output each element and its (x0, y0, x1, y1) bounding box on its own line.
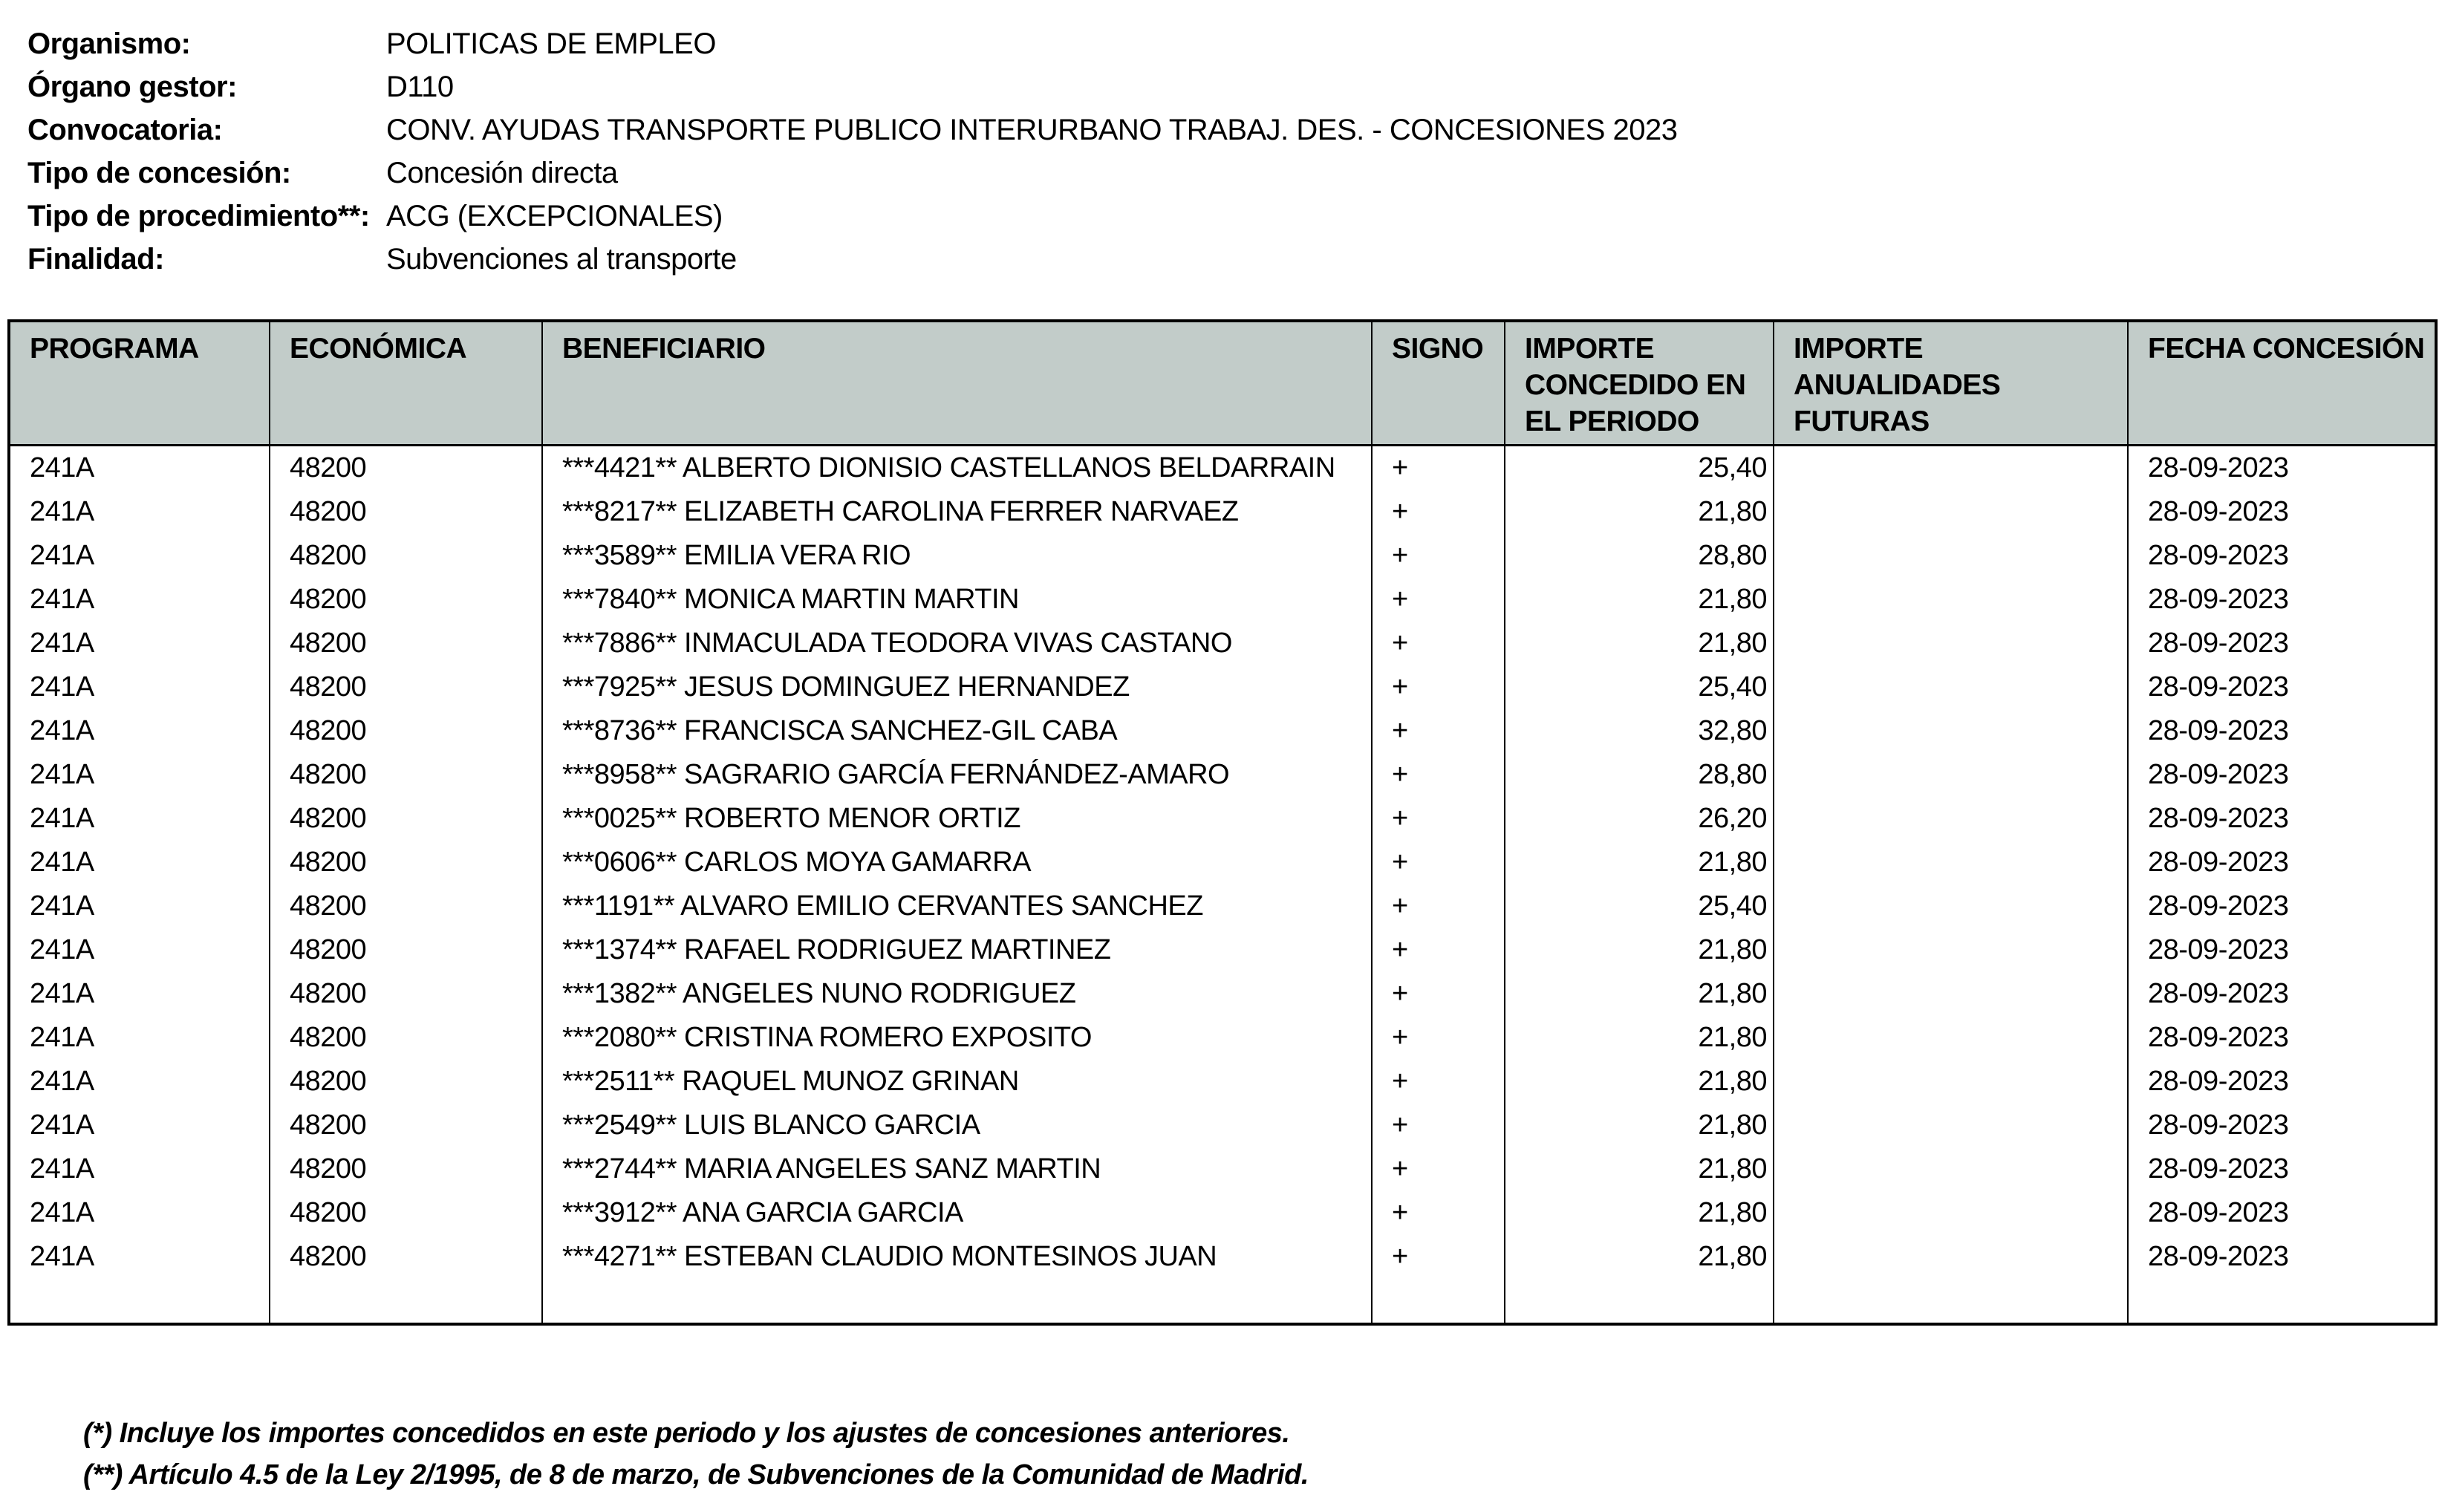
cell-beneficiario: ***7886** INMACULADA TEODORA VIVAS CASTANO (542, 622, 1372, 665)
cell-fecha-concesion: 28-09-2023 (2128, 709, 2436, 753)
cell-fecha-concesion: 28-09-2023 (2128, 1191, 2436, 1235)
filler-cell (1505, 1279, 1774, 1324)
cell-importe-anualidades (1774, 665, 2128, 709)
table-row (9, 928, 2436, 972)
cell-beneficiario: ***4271** ESTEBAN CLAUDIO MONTESINOS JUAN (542, 1235, 1372, 1279)
cell-importe-concedido: 26,20 (1505, 797, 1774, 841)
cell-signo: + (1372, 797, 1505, 841)
cell-fecha-concesion: 28-09-2023 (2128, 928, 2436, 972)
cell-beneficiario: ***8217** ELIZABETH CAROLINA FERRER NARVAEZ (542, 490, 1372, 534)
finalidad-label: Finalidad: (27, 243, 164, 276)
cell-importe-concedido: 25,40 (1505, 884, 1774, 928)
cell-importe-concedido: 21,80 (1505, 1147, 1774, 1191)
cell-fecha-concesion: 28-09-2023 (2128, 753, 2436, 797)
cell-programa: 241A (30, 978, 94, 1009)
tipo-procedimiento-label: Tipo de procedimiento**: (27, 200, 370, 232)
filler-cell (270, 1279, 542, 1324)
table-row (9, 884, 2436, 928)
cell-importe-concedido: 25,40 (1505, 446, 1774, 491)
header-importe-anualidades: IMPORTE ANUALIDADES FUTURAS (1774, 321, 2128, 446)
cell-signo: + (1372, 578, 1505, 622)
cell-programa: 241A (30, 496, 94, 527)
organo-gestor-value: D110 (386, 71, 454, 103)
tipo-concesion-label: Tipo de concesión: (27, 157, 291, 189)
table-row (9, 841, 2436, 884)
cell-importe-concedido: 21,80 (1505, 928, 1774, 972)
cell-signo: + (1372, 928, 1505, 972)
table-row (9, 1060, 2436, 1104)
table-row (9, 534, 2436, 578)
cell-beneficiario: ***7840** MONICA MARTIN MARTIN (542, 578, 1372, 622)
table-row (9, 1016, 2436, 1060)
cell-importe-anualidades (1774, 928, 2128, 972)
cell-programa: 241A (30, 1241, 94, 1272)
cell-fecha-concesion: 28-09-2023 (2128, 622, 2436, 665)
cell-beneficiario: ***1374** RAFAEL RODRIGUEZ MARTINEZ (542, 928, 1372, 972)
cell-signo: + (1372, 1191, 1505, 1235)
cell-programa: 241A (30, 715, 94, 746)
cell-importe-anualidades (1774, 490, 2128, 534)
cell-fecha-concesion: 28-09-2023 (2128, 1060, 2436, 1104)
cell-economica: 48200 (270, 753, 542, 797)
cell-importe-anualidades (1774, 534, 2128, 578)
cell-importe-anualidades (1774, 797, 2128, 841)
cell-programa: 241A (30, 1197, 94, 1228)
cell-importe-concedido: 21,80 (1505, 841, 1774, 884)
cell-programa: 241A (30, 452, 94, 483)
cell-programa: 241A (30, 934, 94, 965)
cell-fecha-concesion: 28-09-2023 (2128, 841, 2436, 884)
cell-importe-concedido: 25,40 (1505, 665, 1774, 709)
cell-importe-anualidades (1774, 1016, 2128, 1060)
cell-importe-anualidades (1774, 1191, 2128, 1235)
footnote-double-asterisk: (**) Artículo 4.5 de la Ley 2/1995, de 8 de marzo, de Subvenciones de la Comunidad de Madrid. (83, 1459, 1309, 1490)
cell-importe-anualidades (1774, 1235, 2128, 1279)
cell-fecha-concesion: 28-09-2023 (2128, 797, 2436, 841)
cell-economica: 48200 (270, 1235, 542, 1279)
cell-programa: 241A (30, 803, 94, 834)
cell-signo: + (1372, 753, 1505, 797)
header-programa: PROGRAMA (9, 321, 270, 446)
table-row (9, 1235, 2436, 1279)
cell-importe-anualidades (1774, 884, 2128, 928)
filler-cell (9, 1279, 270, 1324)
cell-fecha-concesion: 28-09-2023 (2128, 490, 2436, 534)
metadata-row-finalidad (27, 238, 1678, 281)
cell-programa: 241A (30, 540, 94, 571)
cell-economica: 48200 (270, 928, 542, 972)
cell-economica: 48200 (270, 797, 542, 841)
cell-beneficiario: ***0025** ROBERTO MENOR ORTIZ (542, 797, 1372, 841)
cell-fecha-concesion: 28-09-2023 (2128, 1104, 2436, 1147)
table-row (9, 972, 2436, 1016)
header-beneficiario: BENEFICIARIO (542, 321, 1372, 446)
cell-importe-anualidades (1774, 578, 2128, 622)
cell-economica: 48200 (270, 972, 542, 1016)
cell-economica: 48200 (270, 1016, 542, 1060)
cell-importe-concedido: 32,80 (1505, 709, 1774, 753)
cell-importe-concedido: 21,80 (1505, 1104, 1774, 1147)
cell-signo: + (1372, 709, 1505, 753)
header-signo: SIGNO (1372, 321, 1505, 446)
cell-programa: 241A (30, 1066, 94, 1097)
metadata-row-organo-gestor (27, 65, 1678, 108)
cell-programa: 241A (30, 1109, 94, 1141)
cell-importe-concedido: 21,80 (1505, 1191, 1774, 1235)
cell-importe-concedido: 21,80 (1505, 972, 1774, 1016)
cell-importe-concedido: 28,80 (1505, 534, 1774, 578)
cell-programa: 241A (30, 628, 94, 659)
table-body (9, 446, 2436, 1325)
table-row (9, 797, 2436, 841)
cell-fecha-concesion: 28-09-2023 (2128, 578, 2436, 622)
filler-cell (2128, 1279, 2436, 1324)
cell-programa: 241A (30, 759, 94, 790)
cell-economica: 48200 (270, 1191, 542, 1235)
cell-economica: 48200 (270, 1104, 542, 1147)
cell-economica: 48200 (270, 578, 542, 622)
cell-importe-anualidades (1774, 1104, 2128, 1147)
cell-programa: 241A (30, 584, 94, 615)
cell-signo: + (1372, 1060, 1505, 1104)
cell-signo: + (1372, 534, 1505, 578)
cell-signo: + (1372, 1016, 1505, 1060)
cell-importe-anualidades (1774, 1147, 2128, 1191)
cell-beneficiario: ***2511** RAQUEL MUNOZ GRINAN (542, 1060, 1372, 1104)
cell-economica: 48200 (270, 446, 542, 491)
cell-fecha-concesion: 28-09-2023 (2128, 1147, 2436, 1191)
cell-signo: + (1372, 1235, 1505, 1279)
cell-signo: + (1372, 972, 1505, 1016)
cell-economica: 48200 (270, 490, 542, 534)
cell-programa: 241A (30, 847, 94, 878)
cell-importe-concedido: 21,80 (1505, 622, 1774, 665)
cell-signo: + (1372, 884, 1505, 928)
cell-fecha-concesion: 28-09-2023 (2128, 884, 2436, 928)
cell-fecha-concesion: 28-09-2023 (2128, 665, 2436, 709)
metadata-row-convocatoria (27, 108, 1678, 151)
cell-importe-anualidades (1774, 709, 2128, 753)
header-importe-concedido: IMPORTE CONCEDIDO EN EL PERIODO (1505, 321, 1774, 446)
table-row (9, 709, 2436, 753)
cell-importe-concedido: 21,80 (1505, 490, 1774, 534)
cell-importe-anualidades (1774, 446, 2128, 491)
cell-fecha-concesion: 28-09-2023 (2128, 446, 2436, 491)
table-header-row (9, 321, 2436, 446)
cell-fecha-concesion: 28-09-2023 (2128, 534, 2436, 578)
convocatoria-label: Convocatoria: (27, 114, 223, 146)
footnotes-block (83, 1412, 1309, 1496)
cell-signo: + (1372, 1147, 1505, 1191)
cell-beneficiario: ***7925** JESUS DOMINGUEZ HERNANDEZ (542, 665, 1372, 709)
cell-importe-concedido: 21,80 (1505, 578, 1774, 622)
cell-fecha-concesion: 28-09-2023 (2128, 972, 2436, 1016)
cell-beneficiario: ***1382** ANGELES NUNO RODRIGUEZ (542, 972, 1372, 1016)
header-fecha-concesion: FECHA CONCESIÓN (2128, 321, 2436, 446)
organismo-label: Organismo: (27, 27, 191, 60)
cell-programa: 241A (30, 1022, 94, 1053)
filler-cell (1372, 1279, 1505, 1324)
cell-signo: + (1372, 841, 1505, 884)
table-row (9, 753, 2436, 797)
cell-economica: 48200 (270, 534, 542, 578)
cell-beneficiario: ***8958** SAGRARIO GARCÍA FERNÁNDEZ-AMARO (542, 753, 1372, 797)
cell-economica: 48200 (270, 709, 542, 753)
cell-beneficiario: ***1191** ALVARO EMILIO CERVANTES SANCHEZ (542, 884, 1372, 928)
table-row (9, 1147, 2436, 1191)
organismo-value: POLITICAS DE EMPLEO (386, 27, 716, 60)
cell-economica: 48200 (270, 841, 542, 884)
cell-economica: 48200 (270, 884, 542, 928)
cell-importe-concedido: 21,80 (1505, 1016, 1774, 1060)
concessions-table (7, 319, 2438, 1326)
cell-signo: + (1372, 446, 1505, 491)
cell-importe-concedido: 21,80 (1505, 1235, 1774, 1279)
tipo-concesion-value: Concesión directa (386, 157, 618, 189)
filler-cell (542, 1279, 1372, 1324)
convocatoria-value: CONV. AYUDAS TRANSPORTE PUBLICO INTERURBANO TRABAJ. DES. - CONCESIONES 2023 (386, 114, 1678, 146)
metadata-row-organismo (27, 22, 1678, 65)
table-row (9, 446, 2436, 491)
cell-signo: + (1372, 1104, 1505, 1147)
organo-gestor-label: Órgano gestor: (27, 71, 237, 103)
cell-beneficiario: ***2549** LUIS BLANCO GARCIA (542, 1104, 1372, 1147)
table-filler-row (9, 1279, 2436, 1324)
cell-economica: 48200 (270, 1147, 542, 1191)
cell-beneficiario: ***3912** ANA GARCIA GARCIA (542, 1191, 1372, 1235)
cell-signo: + (1372, 665, 1505, 709)
footnote-asterisk: (*) Incluye los importes concedidos en este periodo y los ajustes de concesiones anteriores. (83, 1418, 1290, 1449)
table-row (9, 1191, 2436, 1235)
cell-beneficiario: ***8736** FRANCISCA SANCHEZ-GIL CABA (542, 709, 1372, 753)
cell-programa: 241A (30, 671, 94, 703)
cell-beneficiario: ***2080** CRISTINA ROMERO EXPOSITO (542, 1016, 1372, 1060)
metadata-row-tipo-procedimiento (27, 195, 1678, 238)
cell-importe-anualidades (1774, 972, 2128, 1016)
table-row (9, 578, 2436, 622)
table-row (9, 1104, 2436, 1147)
cell-beneficiario: ***4421** ALBERTO DIONISIO CASTELLANOS BELDARRAIN (542, 446, 1372, 491)
cell-fecha-concesion: 28-09-2023 (2128, 1016, 2436, 1060)
cell-signo: + (1372, 622, 1505, 665)
table-row (9, 622, 2436, 665)
finalidad-value: Subvenciones al transporte (386, 243, 737, 276)
cell-economica: 48200 (270, 622, 542, 665)
cell-beneficiario: ***0606** CARLOS MOYA GAMARRA (542, 841, 1372, 884)
cell-beneficiario: ***3589** EMILIA VERA RIO (542, 534, 1372, 578)
cell-importe-concedido: 21,80 (1505, 1060, 1774, 1104)
metadata-block (27, 22, 1678, 281)
metadata-row-tipo-concesion (27, 151, 1678, 195)
cell-fecha-concesion: 28-09-2023 (2128, 1235, 2436, 1279)
cell-signo: + (1372, 490, 1505, 534)
cell-importe-anualidades (1774, 753, 2128, 797)
cell-beneficiario: ***2744** MARIA ANGELES SANZ MARTIN (542, 1147, 1372, 1191)
filler-cell (1774, 1279, 2128, 1324)
cell-economica: 48200 (270, 1060, 542, 1104)
cell-importe-anualidades (1774, 622, 2128, 665)
header-economica: ECONÓMICA (270, 321, 542, 446)
cell-importe-concedido: 28,80 (1505, 753, 1774, 797)
cell-programa: 241A (30, 1153, 94, 1184)
table-row (9, 665, 2436, 709)
cell-economica: 48200 (270, 665, 542, 709)
tipo-procedimiento-value: ACG (EXCEPCIONALES) (386, 200, 723, 232)
cell-importe-anualidades (1774, 841, 2128, 884)
cell-programa: 241A (30, 890, 94, 922)
cell-importe-anualidades (1774, 1060, 2128, 1104)
table-row (9, 490, 2436, 534)
